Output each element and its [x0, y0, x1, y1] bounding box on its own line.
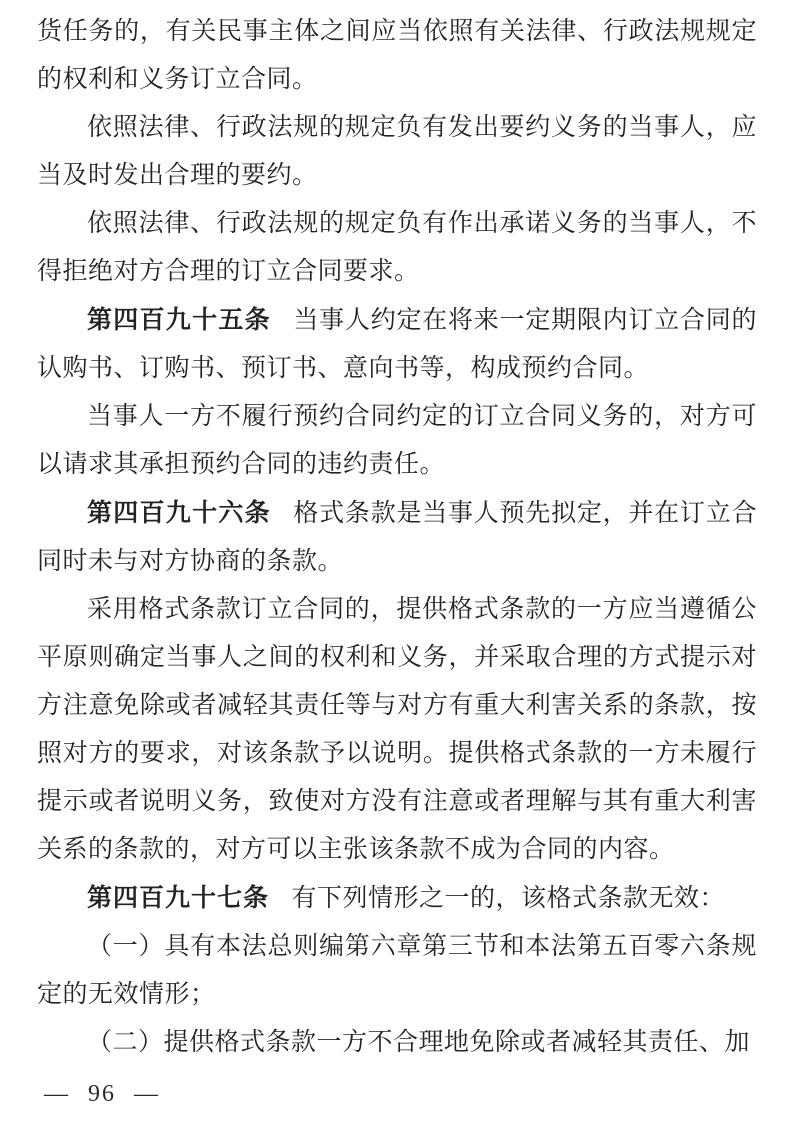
paragraph — [37, 393, 757, 489]
paragraph-text: 格式条款是当事人预先拟定，并在订立合同时未与对方协商的条款。 — [37, 500, 757, 575]
paragraph-text: 货任务的，有关民事主体之间应当依照有关法律、行政法规规定的权利和义务订立合同。 — [37, 18, 757, 93]
article-number: 第四百九十五条 — [87, 306, 271, 334]
paragraph — [37, 586, 757, 874]
page-number: — 96 — — [44, 1081, 160, 1107]
paragraph-text: 依照法律、行政法规的规定负有发出要约义务的当事人，应当及时发出合理的要约。 — [37, 114, 757, 189]
paragraph-text: 有下列情形之一的，该格式条款无效： — [291, 885, 726, 912]
paragraph-text: 依照法律、行政法规的规定负有作出承诺义务的当事人，不得拒绝对方合理的订立合同要求。 — [37, 210, 757, 285]
paragraph-text: 当事人约定在将来一定期限内订立合同的认购书、订购书、预订书、意向书等，构成预约合同。 — [37, 307, 757, 382]
article-number: 第四百九十七条 — [87, 884, 270, 912]
article-paragraph — [37, 874, 757, 923]
article-paragraph — [37, 296, 757, 393]
list-item-paragraph — [37, 1019, 757, 1067]
list-item-paragraph — [37, 923, 757, 1019]
paragraph — [37, 200, 757, 296]
article-number: 第四百九十六条 — [87, 499, 271, 527]
paragraph — [37, 104, 757, 200]
paragraph-text: （一）具有本法总则编第六章第三节和本法第五百零六条规定的无效情形； — [37, 933, 757, 1008]
paragraph-text: （二）提供格式条款一方不合理地免除或者减轻其责任、加 — [87, 1029, 751, 1056]
paragraph-text: 当事人一方不履行预约合同约定的订立合同义务的，对方可以请求其承担预约合同的违约责任。 — [37, 403, 757, 478]
paragraph-continuation — [37, 8, 757, 104]
paragraph-text: 采用格式条款订立合同的，提供格式条款的一方应当遵循公平原则确定当事人之间的权利和义务，并采取合理的方式提示对方注意免除或者减轻其责任等与对方有重大利害关系的条款，按照对方的要求，对该条款予以说明。提供格式条款的一方未履行提示或者说明义务，致使对方没有注意或者理解与其有重大利害关系的条款的，对方可以主张该条款不成为合同的内容。 — [37, 596, 757, 863]
article-paragraph — [37, 489, 757, 586]
